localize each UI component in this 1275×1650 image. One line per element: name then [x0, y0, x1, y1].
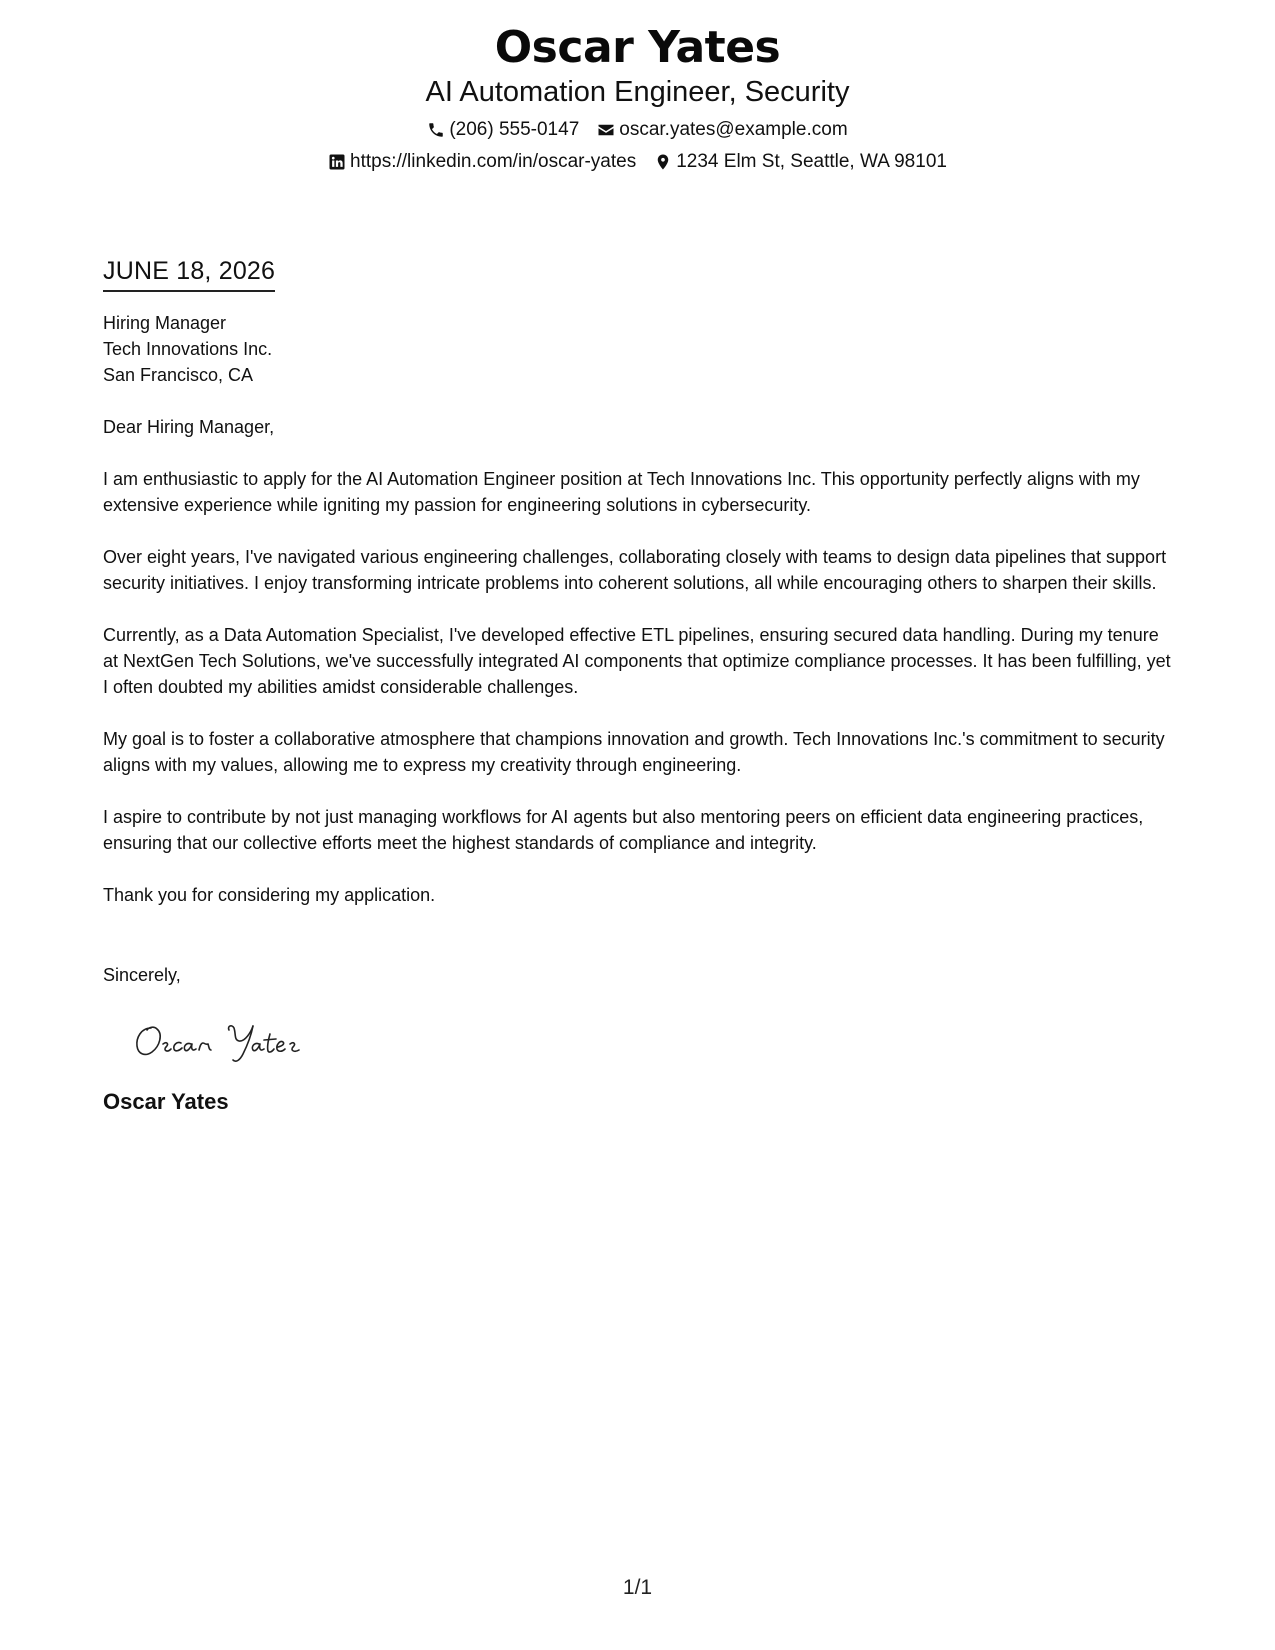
contact-row-primary [0, 118, 1275, 142]
address-contact [654, 150, 947, 174]
phone-text: (206) 555-0147 [449, 119, 580, 140]
applicant-name: Oscar Yates [494, 22, 781, 73]
applicant-title: AI Automation Engineer, Security [425, 76, 850, 108]
body-paragraph: Currently, as a Data Automation Specialist, I've developed effective ETL pipelines, ensuring secured data handling. During my tenure at NextGen Tech Solutions, we've successfully integrated AI components that optimize compliance processes. It has been fulfilling, yet I often doubted my abilities amidst considerable challenges. [103, 625, 1171, 697]
contact-row-secondary [0, 150, 1275, 174]
linkedin-text[interactable]: https://linkedin.com/in/oscar-yates [350, 151, 637, 172]
linkedin-icon [328, 153, 346, 171]
recipient-block [103, 310, 1175, 388]
map-marker-icon [654, 153, 672, 171]
letter-body [103, 256, 1175, 1116]
linkedin-contact[interactable] [328, 150, 636, 174]
closing-thanks: Thank you for considering my application. [103, 885, 436, 905]
recipient-line: Tech Innovations Inc. [103, 339, 273, 359]
signoff: Sincerely, [103, 965, 181, 985]
page-number: 1/1 [622, 1576, 653, 1599]
address-text: 1234 Elm St, Seattle, WA 98101 [676, 151, 947, 172]
email-contact[interactable] [597, 118, 847, 142]
handwritten-signature [133, 1014, 333, 1066]
body-paragraph: I am enthusiastic to apply for the AI Automation Engineer position at Tech Innovations Inc. This opportunity perfectly aligns with my extensive experience while igniting my passion for engineering solutions in cybersecurity. [103, 469, 1140, 515]
recipient-line: Hiring Manager [103, 313, 227, 333]
phone-icon [427, 121, 445, 139]
envelope-icon [597, 121, 615, 139]
phone-contact [427, 118, 579, 142]
signer-name: Oscar Yates [103, 1089, 229, 1114]
recipient-line: San Francisco, CA [103, 365, 254, 385]
email-text[interactable]: oscar.yates@example.com [619, 119, 848, 140]
letter-date: JUNE 18, 2026 [103, 256, 275, 292]
letter-header [0, 22, 1275, 174]
body-paragraph: Over eight years, I've navigated various engineering challenges, collaborating closely with teams to design data pipelines that support security initiatives. I enjoy transforming intricate problems into coherent solutions, all while encouraging others to sharpen their skills. [103, 547, 1167, 593]
body-paragraph: My goal is to foster a collaborative atmosphere that champions innovation and growth. Tech Innovations Inc.'s commitment to security aligns with my values, allowing me to express my creativity through engineering. [103, 729, 1165, 775]
body-paragraph: I aspire to contribute by not just managing workflows for AI agents but also mentoring peers on efficient data engineering practices, ensuring that our collective efforts meet the highest standards of compliance and integrity. [103, 807, 1144, 853]
salutation: Dear Hiring Manager, [103, 417, 275, 437]
